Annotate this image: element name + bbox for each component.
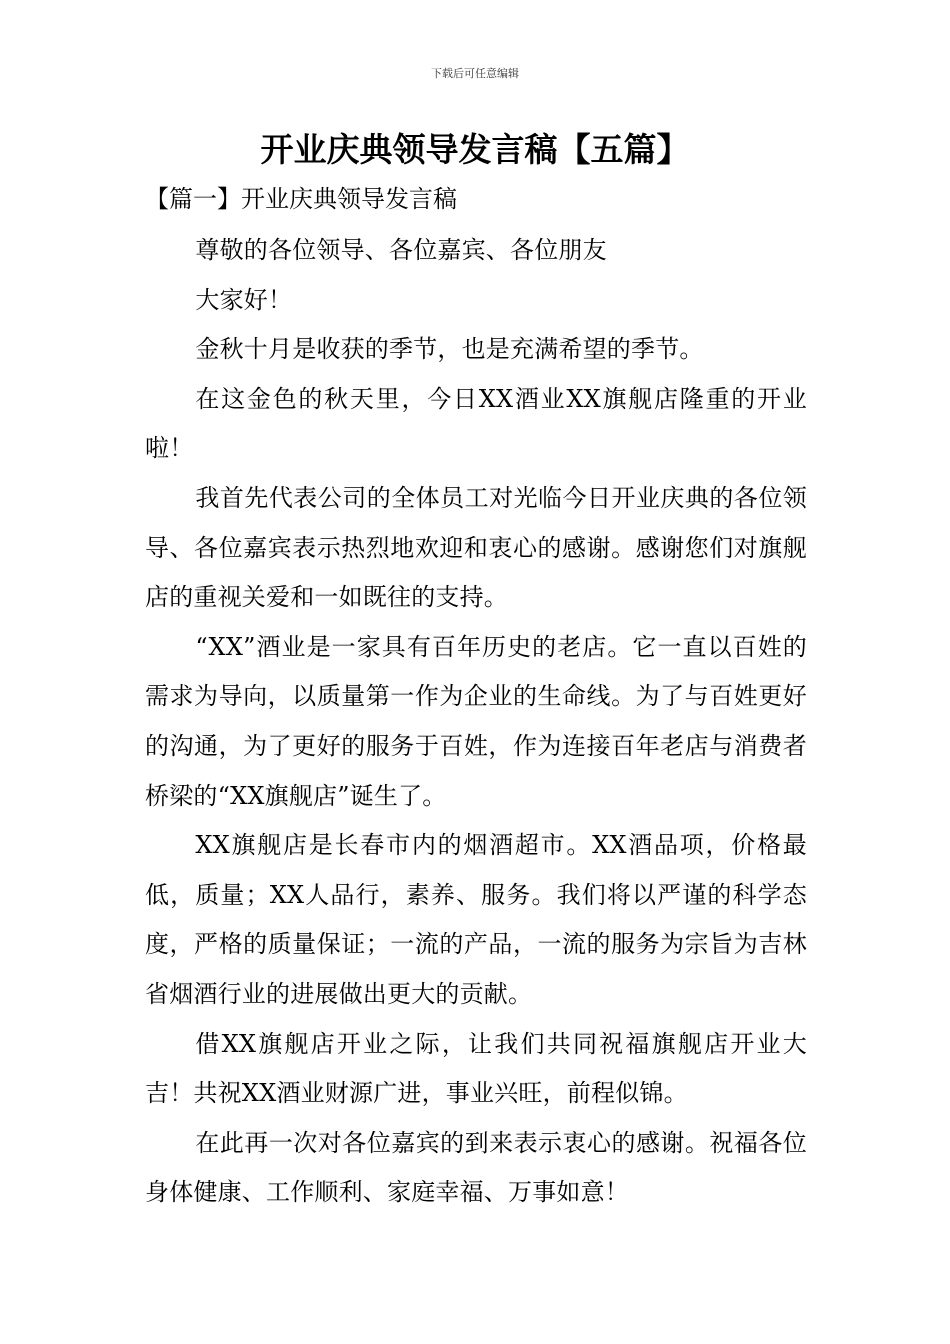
paragraph: “XX”酒业是一家具有百年历史的老店。它一直以百姓的需求为导向，以质量第一作为企业的生命线。为了与百姓更好的沟通，为了更好的服务于百姓，作为连接百年老店与消费者桥梁的“XX旗舰店”诞生了。 bbox=[145, 632, 807, 810]
paragraph: 在这金色的秋天里，今日XX酒业XX旗舰店隆重的开业啦！ bbox=[145, 384, 807, 463]
section-heading: 【篇一】开业庆典领导发言稿 bbox=[145, 185, 457, 213]
paragraph: 我首先代表公司的全体员工对光临今日开业庆典的各位领导、各位嘉宾表示热烈地欢迎和衷心的感谢。感谢您们对旗舰店的重视关爱和一如既往的支持。 bbox=[145, 483, 807, 612]
paragraph: XX旗舰店是长春市内的烟酒超市。XX酒品项，价格最低，质量；XX人品行，素养、服务。我们将以严谨的科学态度，严格的质量保证；一流的产品，一流的服务为宗旨为吉林省烟酒行业的进展做出更大的贡献。 bbox=[145, 831, 807, 1008]
paragraph: 金秋十月是收获的季节，也是充满希望的季节。 bbox=[195, 335, 704, 364]
paragraph: 在此再一次对各位嘉宾的到来表示衷心的感谢。祝福各位身体健康、工作顺利、家庭幸福、万事如意！ bbox=[145, 1128, 807, 1207]
document-body bbox=[145, 226, 807, 1218]
document-title: 开业庆典领导发言稿【五篇】 bbox=[260, 130, 690, 169]
paragraph-greeting: 大家好！ bbox=[195, 285, 293, 314]
paragraph-salutation: 尊敬的各位领导、各位嘉宾、各位朋友 bbox=[195, 236, 607, 264]
paragraph: 借XX旗舰店开业之际，让我们共同祝福旗舰店开业大吉！共祝XX酒业财源广进，事业兴旺，前程似锦。 bbox=[145, 1029, 807, 1108]
header-note: 下载后可任意编辑 bbox=[431, 67, 519, 80]
